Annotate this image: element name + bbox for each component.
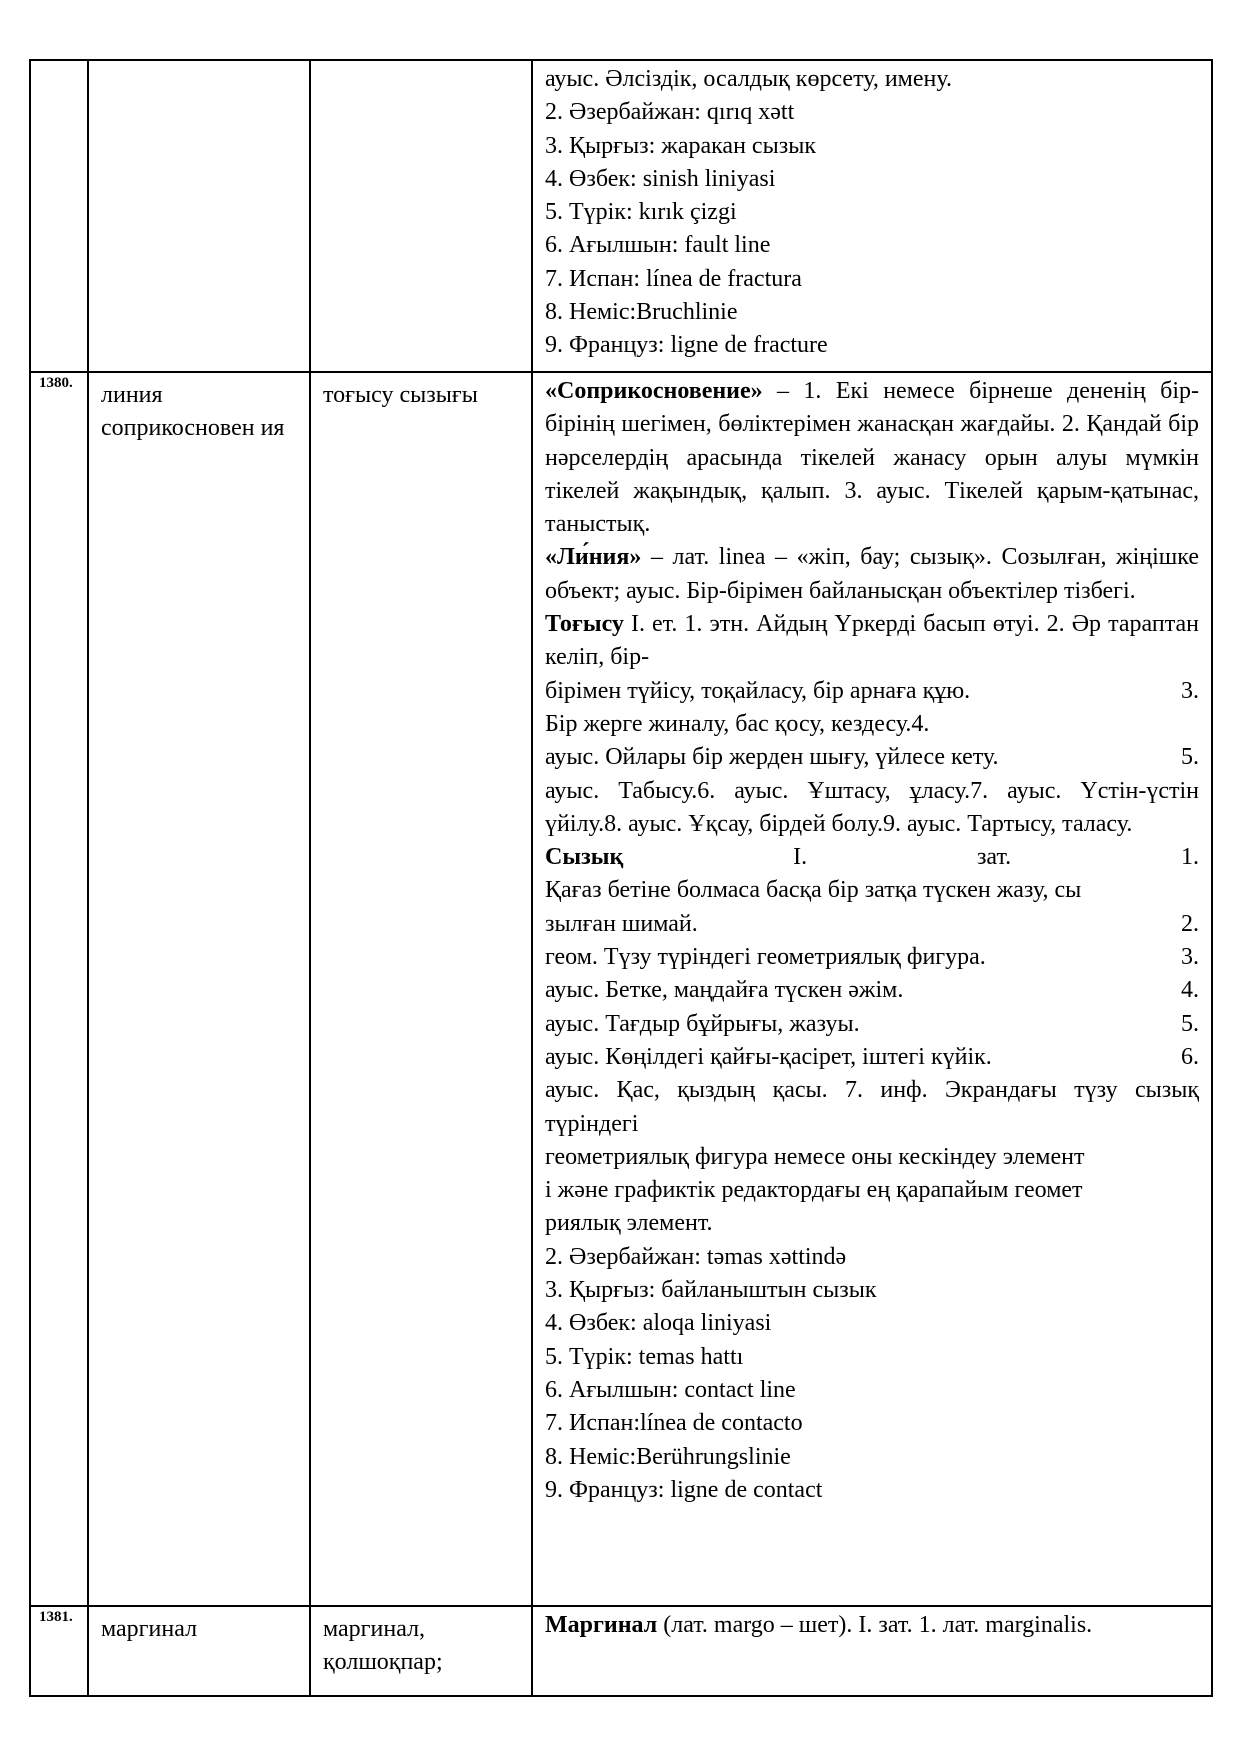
headword: Маргинал [545,1612,658,1638]
table-row [30,60,1212,372]
table-row [30,1606,1212,1696]
definition-line: ауыс. Тағдыр бұйрығы, жазуы. 5. [545,1010,1199,1037]
translation-line: 8. Неміс:Bruchlinie [545,299,738,326]
translation-line: 3. Қырғыз: жаракан сызык [545,132,816,159]
definition-line: Қағаз бетіне болмаса басқа бір затқа түскен жазу, сы [545,877,1082,904]
definition-line: Бір жерге жиналу, бас қосу, кездесу.4. [545,710,930,737]
translation-line: 3. Қырғыз: байланыштын сызык [545,1277,877,1304]
definition-paragraph: ауыс. Табысу.6. ауыс. Ұштасу, ұласу.7. ауыс. Үстін-үстін үйілу.8. ауыс. Ұқсау, бірдей болу.9. ауыс. Тартысу, таласу. [545,777,1199,837]
definition-cell [532,372,1212,1606]
definition-line: геом. Түзу түріндегі геометриялық фигура. 3. [545,944,1199,971]
definition-line: Сызық I. зат. 1. [545,841,1199,874]
term-russian: маргинал [88,1606,310,1696]
definition-line: ауыс. Көңілдегі қайғы-қасірет, іштегі күйік. 6. [545,1043,1199,1070]
entry-number: 1381. [30,1606,88,1696]
translation-line: 8. Неміс:Berührungslinie [545,1443,791,1470]
dictionary-table [29,59,1213,1697]
translation-line: 2. Әзербайжан: qırıq xətt [545,99,795,126]
definition-cell [532,1606,1212,1696]
translation-line: 5. Түрік: kırık çizgi [545,199,737,226]
definition-line: зылған шимай. 2. [545,910,1199,937]
translation-line: 9. Француз: ligne de contact [545,1476,823,1503]
definition-text: (лат. margo – шет). I. зат. 1. лат. marginalis. [657,1612,1093,1638]
table-row [30,372,1212,1606]
term-russian [88,60,310,372]
definition-text: – 1. Екі немесе бірнеше дененің бір-бірінің шегімен, бөліктерімен жанасқан жағдайы. 2. Қандай бір нәрселердің арасында тікелей жанасу орын алуы мүмкін тікелей жақындық, қалып. 3. ауыс. Тікелей қарым-қатынас, таныстық. [545,378,1199,538]
definition-text: I. ет. 1. этн. Айдың Үркерді басып өтуі. 2. Әр тараптан келіп, бір- [545,611,1199,671]
headword: Тоғысу [545,611,624,638]
definition-paragraph [545,541,1199,608]
definition-paragraph [545,608,1199,675]
definition-paragraph [545,375,1199,541]
definition-line: ауыс. Бетке, маңдайға түскен әжім. 4. [545,977,1199,1004]
translation-line: 6. Ағылшын: contact line [545,1376,796,1403]
definition-line: риялық элемент. [545,1210,713,1237]
headword: Сызық [545,844,624,871]
entry-number [30,60,88,372]
translation-line: 7. Испан: línea de fractura [545,265,802,292]
headword: «Соприкосновение» [545,378,763,404]
definition-line: ауыс. Әлсіздік, осалдық көрсету, имену. [545,66,952,92]
definition-line: бірімен түйісу, тоқайласу, бір арнаға құю. 3. [545,677,1199,704]
definition-line: геометриялық фигура немесе оны кескіндеу элемент [545,1143,1085,1170]
definition-cell [532,60,1212,372]
translation-line: 4. Өзбек: aloqa liniyasi [545,1310,772,1337]
term-kazakh: тоғысу сызығы [310,372,532,1606]
translation-line: 5. Түрік: temas hattı [545,1343,744,1370]
term-kazakh [310,60,532,372]
definition-paragraph [545,1609,1199,1642]
definition-line: ауыс. Қас, қыздың қасы. 7. инф. Экрандағы түзу сызық түріндегі [545,1077,1199,1137]
translation-line: 6. Ағылшын: fault line [545,232,771,259]
entry-number: 1380. [30,372,88,1606]
term-russian: линия соприкосновен ия [88,372,310,1606]
definition-text: – лат. linea – «жіп, бау; сызық». Созылған, жіңішке объект; ауыс. Бір-бірімен байланысқан объектілер тізбегі. [545,544,1199,604]
definition-line: і және графиктік редактордағы ең қарапайым геомет [545,1177,1083,1204]
term-kazakh: маргинал, қолшоқпар; [310,1606,532,1696]
translation-line: 7. Испан:línea de contacto [545,1410,803,1437]
translation-line: 9. Француз: ligne de fracture [545,332,828,359]
headword: «Ли́ния» [545,544,642,571]
translation-line: 2. Әзербайжан: təmas xəttində [545,1243,847,1270]
definition-line: ауыс. Ойлары бір жерден шығу, үйлесе кету. 5. [545,744,1199,771]
translation-line: 4. Өзбек: sinish liniyasi [545,165,776,192]
